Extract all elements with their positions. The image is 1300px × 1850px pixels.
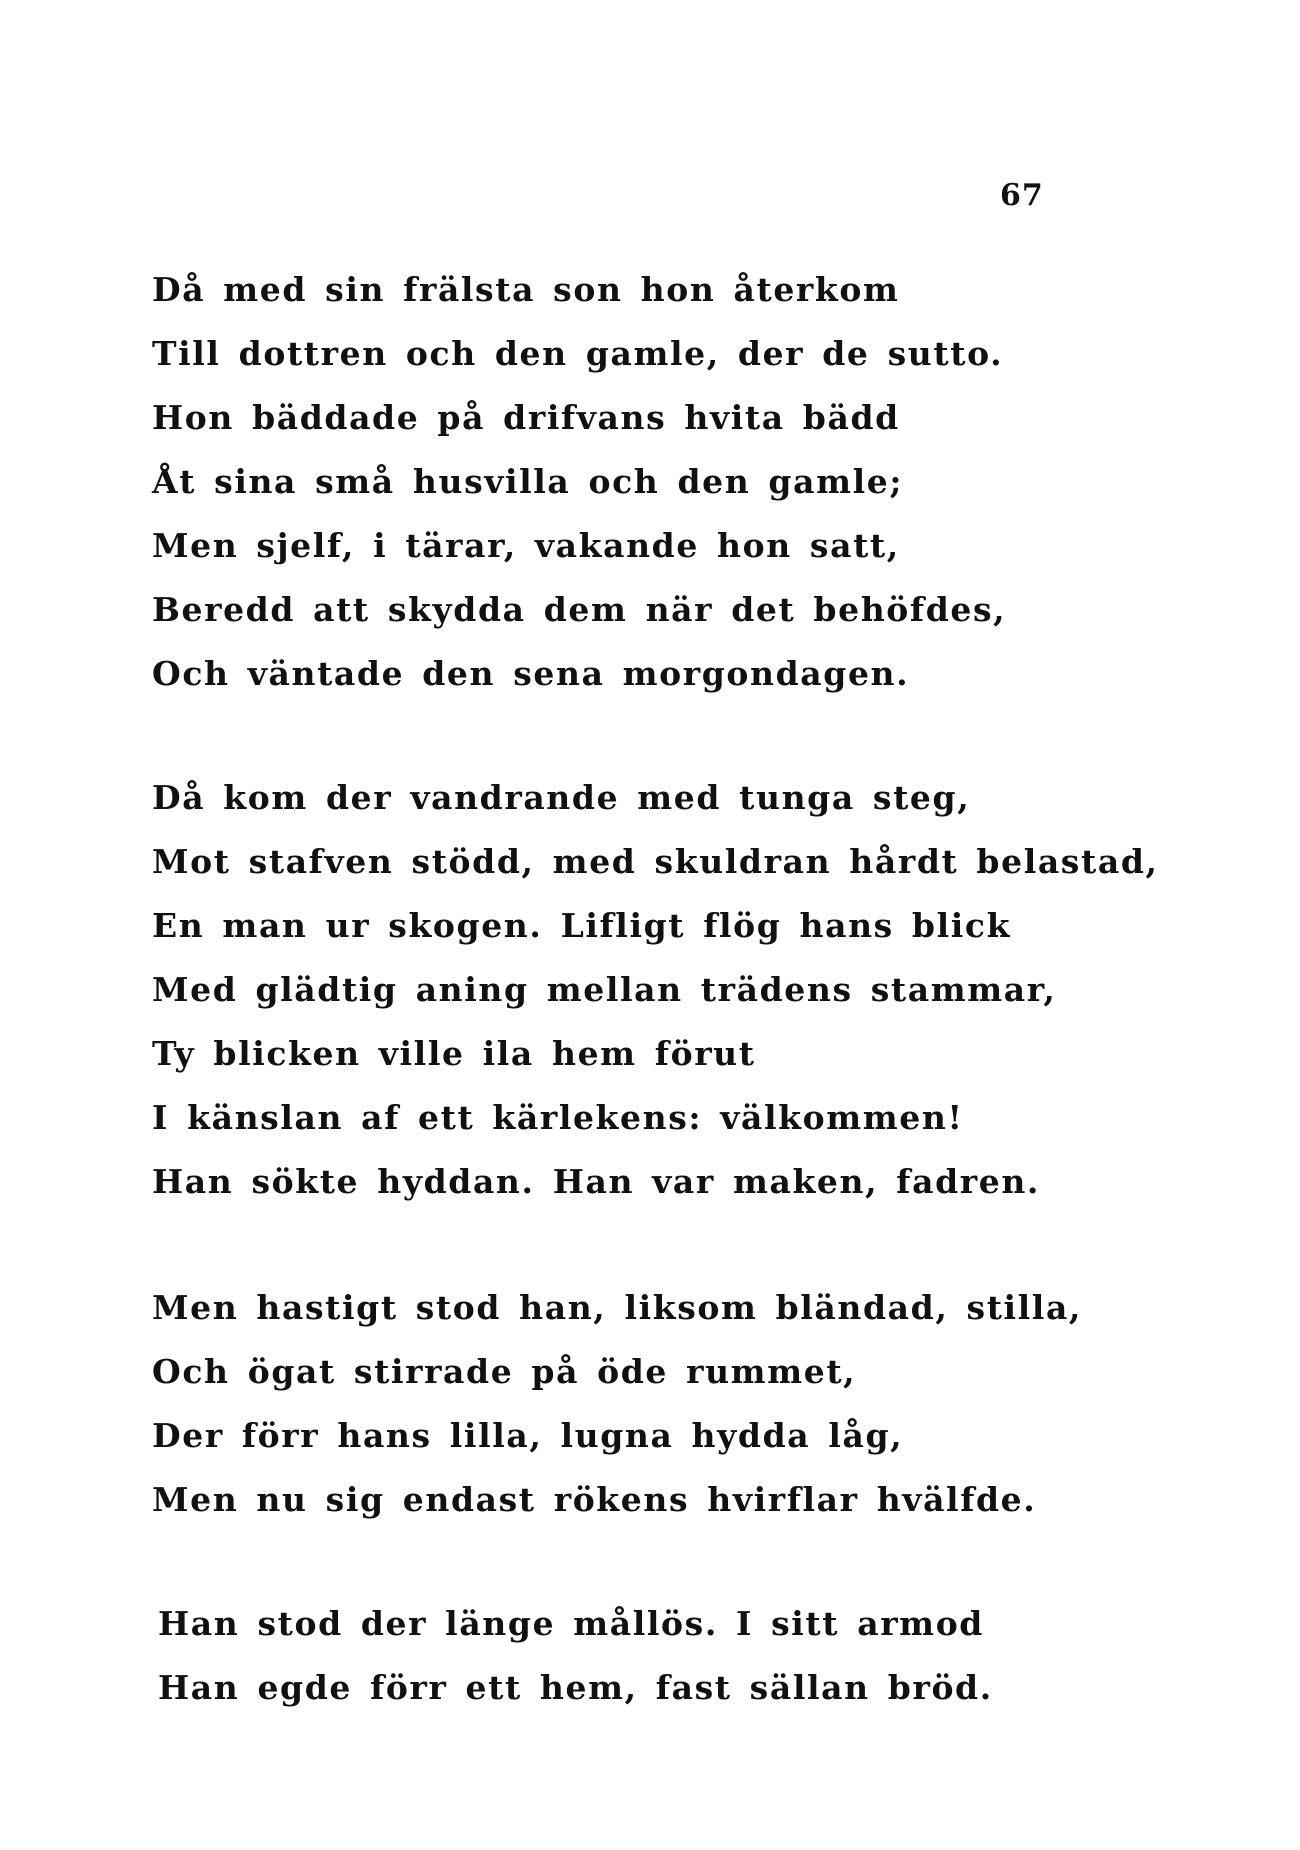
verse-line: Ty blicken ville ila hem förut: [152, 1034, 756, 1073]
verse-line: Till dottren och den gamle, der de sutto.: [152, 334, 1004, 373]
page-number: 67: [1000, 178, 1044, 213]
verse-line: En man ur skogen. Lifligt flög hans blick: [152, 906, 1012, 945]
verse-line: Mot stafven stödd, med skuldran hårdt belastad,: [152, 842, 1159, 881]
verse-line: Och väntade den sena morgondagen.: [152, 654, 910, 693]
verse-line: Men sjelf, i tärar, vakande hon satt,: [152, 526, 900, 565]
stanza-1: [152, 258, 1132, 706]
verse-line: Han sökte hyddan. Han var maken, fadren.: [152, 1162, 1041, 1201]
verse-line: Då med sin frälsta son hon återkom: [152, 270, 900, 309]
stanza-2: [152, 766, 1159, 1214]
verse-line: Hon bäddade på drifvans hvita bädd: [152, 398, 900, 437]
stanza-3: [152, 1276, 1132, 1532]
verse-line: Med glädtig aning mellan trädens stammar,: [152, 970, 1057, 1009]
verse-line: I känslan af ett kärlekens: välkommen!: [152, 1098, 964, 1137]
verse-line: Men hastigt stod han, liksom bländad, stilla,: [152, 1288, 1083, 1327]
verse-line: Han stod der länge mållös. I sitt armod: [158, 1604, 984, 1643]
verse-line: Der förr hans lilla, lugna hydda låg,: [152, 1416, 904, 1455]
verse-line: Beredd att skydda dem när det behöfdes,: [152, 590, 1007, 629]
stanza-4: [158, 1592, 1138, 1720]
verse-line: Han egde förr ett hem, fast sällan bröd.: [158, 1668, 993, 1707]
verse-line: Åt sina små husvilla och den gamle;: [152, 462, 904, 501]
verse-line: Då kom der vandrande med tunga steg,: [152, 778, 971, 817]
verse-line: Och ögat stirrade på öde rummet,: [152, 1352, 857, 1391]
verse-line: Men nu sig endast rökens hvirflar hvälfde.: [152, 1480, 1037, 1519]
